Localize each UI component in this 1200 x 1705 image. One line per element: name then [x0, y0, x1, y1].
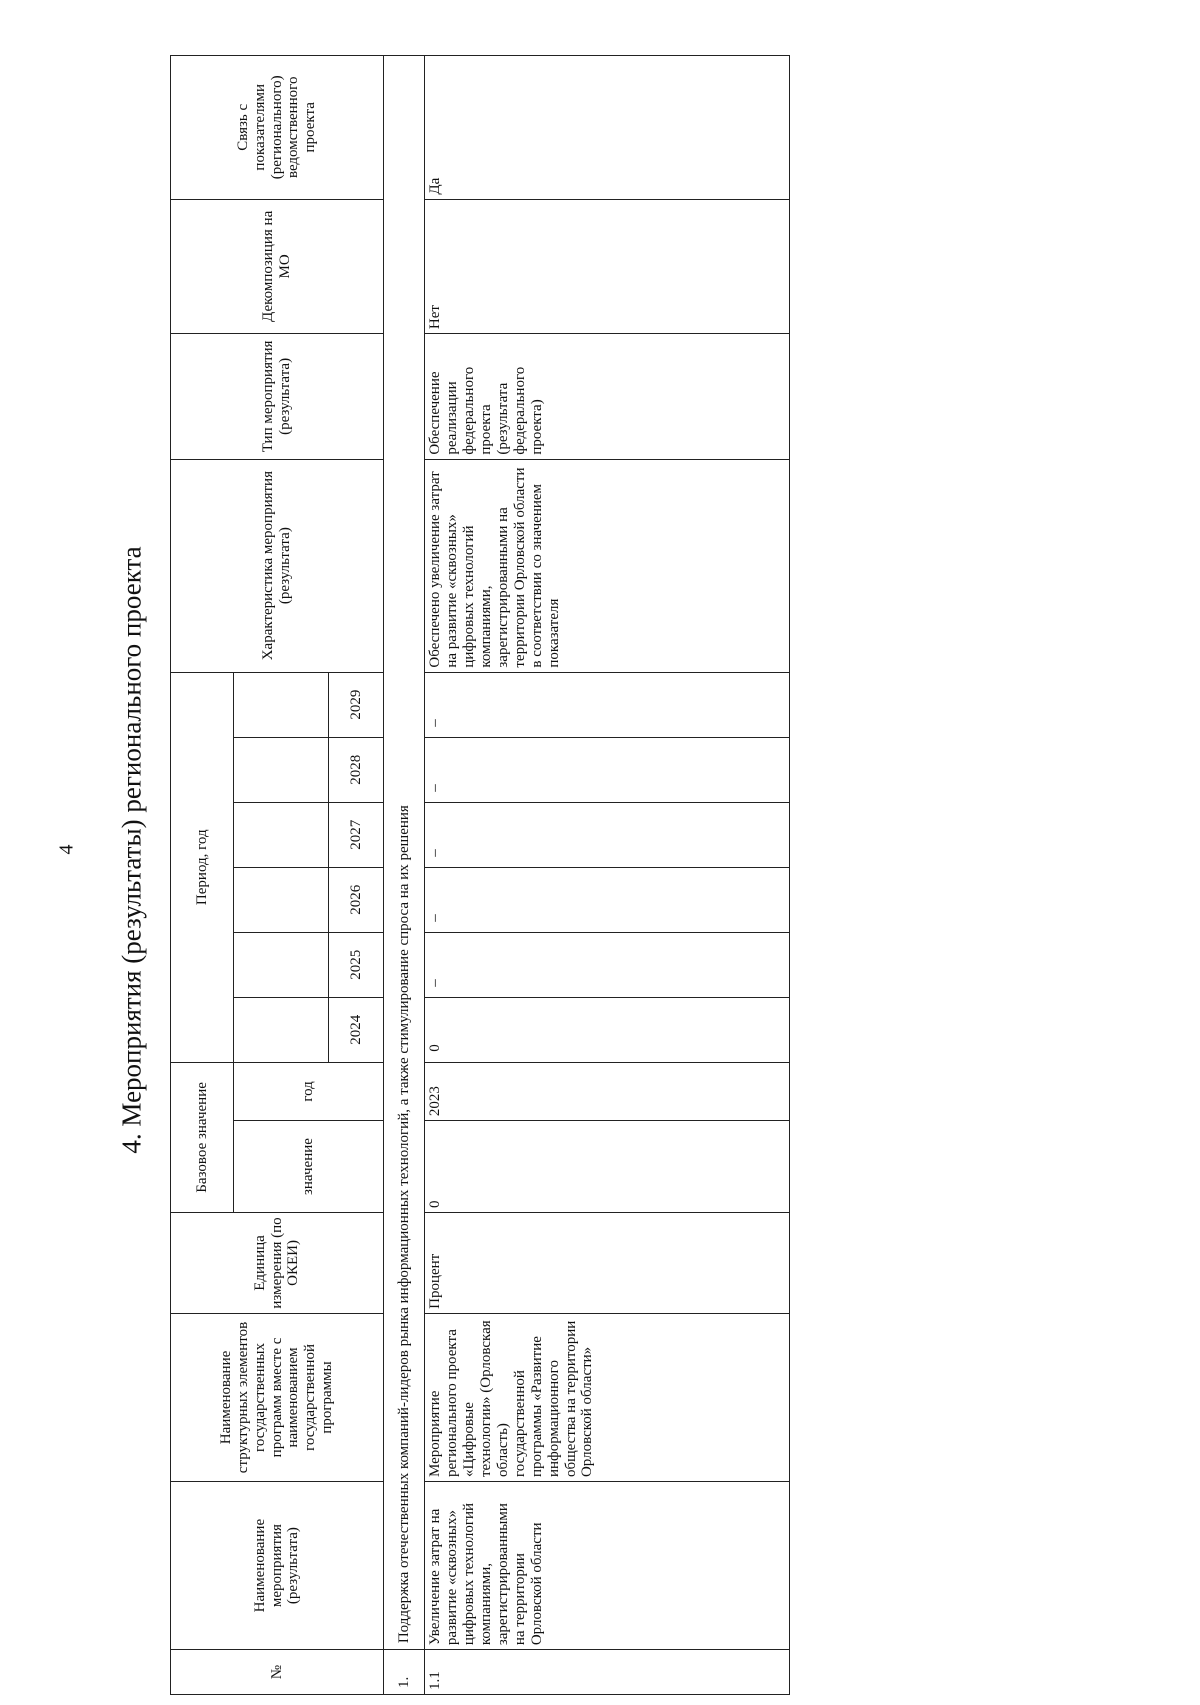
header-name: Наименование мероприятия (результата) [171, 1482, 384, 1650]
table-row [425, 56, 790, 1695]
row-decomposition: Нет [425, 199, 790, 334]
header-base: Базовое значение [171, 1062, 234, 1212]
header-year-2025: 2025 [329, 932, 384, 997]
header-year-blank-6 [234, 672, 329, 737]
page-number: 4 [55, 844, 78, 855]
row-value-2029: – [425, 672, 790, 737]
header-num: № [171, 1650, 384, 1695]
header-link: Связь с показателями (регионального) ведомственного проекта [171, 56, 384, 200]
row-characteristic: Обеспечено увеличение затрат на развитие «сквозных» цифровых технологий компаниями, зарегистрированными на территории Орловской области в соответствии со значением показателя [425, 459, 790, 672]
section-row [384, 56, 425, 1695]
row-name: Увеличение затрат на развитие «сквозных» цифровых технологий компаниями, зарегистрированными на территории Орловской области [425, 1482, 790, 1650]
header-period: Период, год [171, 672, 234, 1062]
row-base-value: 0 [425, 1121, 790, 1213]
row-structure: Мероприятие регионального проекта «Цифровые технологии» (Орловская область) государственной программы «Развитие информационного общества на территории Орловской области» [425, 1313, 790, 1481]
header-unit: Единица измерения (по ОКЕИ) [171, 1213, 384, 1314]
header-year-2028: 2028 [329, 737, 384, 802]
row-value-2028: – [425, 737, 790, 802]
section-text: Поддержка отечественных компаний-лидеров рынка информационных технологий, а также стимулирование спроса на их решения [384, 56, 425, 1650]
header-year-2026: 2026 [329, 867, 384, 932]
header-year-2029: 2029 [329, 672, 384, 737]
row-value-2025: – [425, 932, 790, 997]
header-year-blank-2 [234, 932, 329, 997]
header-year-blank-4 [234, 802, 329, 867]
row-value-2027: – [425, 802, 790, 867]
section-num: 1. [384, 1650, 425, 1695]
row-type: Обеспечение реализации федерального проекта (результата федерального проекта) [425, 334, 790, 460]
header-characteristic: Характеристика мероприятия (результата) [171, 459, 384, 672]
row-base-year: 2023 [425, 1062, 790, 1120]
header-year-2024: 2024 [329, 997, 384, 1062]
header-decomposition: Декомпозиция на МО [171, 199, 384, 334]
header-year-blank-5 [234, 737, 329, 802]
row-value-2026: – [425, 867, 790, 932]
events-table [170, 55, 790, 1695]
header-year-2027: 2027 [329, 802, 384, 867]
header-year-blank-1 [234, 997, 329, 1062]
rotated-table-container [170, 55, 780, 1695]
header-base-year: год [234, 1062, 384, 1120]
header-row-1 [171, 56, 234, 1695]
header-structure: Наименование структурных элементов государственных программ вместе с наименованием государственной программы [171, 1313, 384, 1481]
row-link: Да [425, 56, 790, 200]
row-num: 1.1 [425, 1650, 790, 1695]
header-type: Тип мероприятия (результата) [171, 334, 384, 460]
header-year-blank-3 [234, 867, 329, 932]
header-base-value: значение [234, 1121, 384, 1213]
row-value-2024: 0 [425, 997, 790, 1062]
page-title: 4. Мероприятия (результаты) регионального проекта [116, 546, 147, 1154]
row-unit: Процент [425, 1213, 790, 1314]
